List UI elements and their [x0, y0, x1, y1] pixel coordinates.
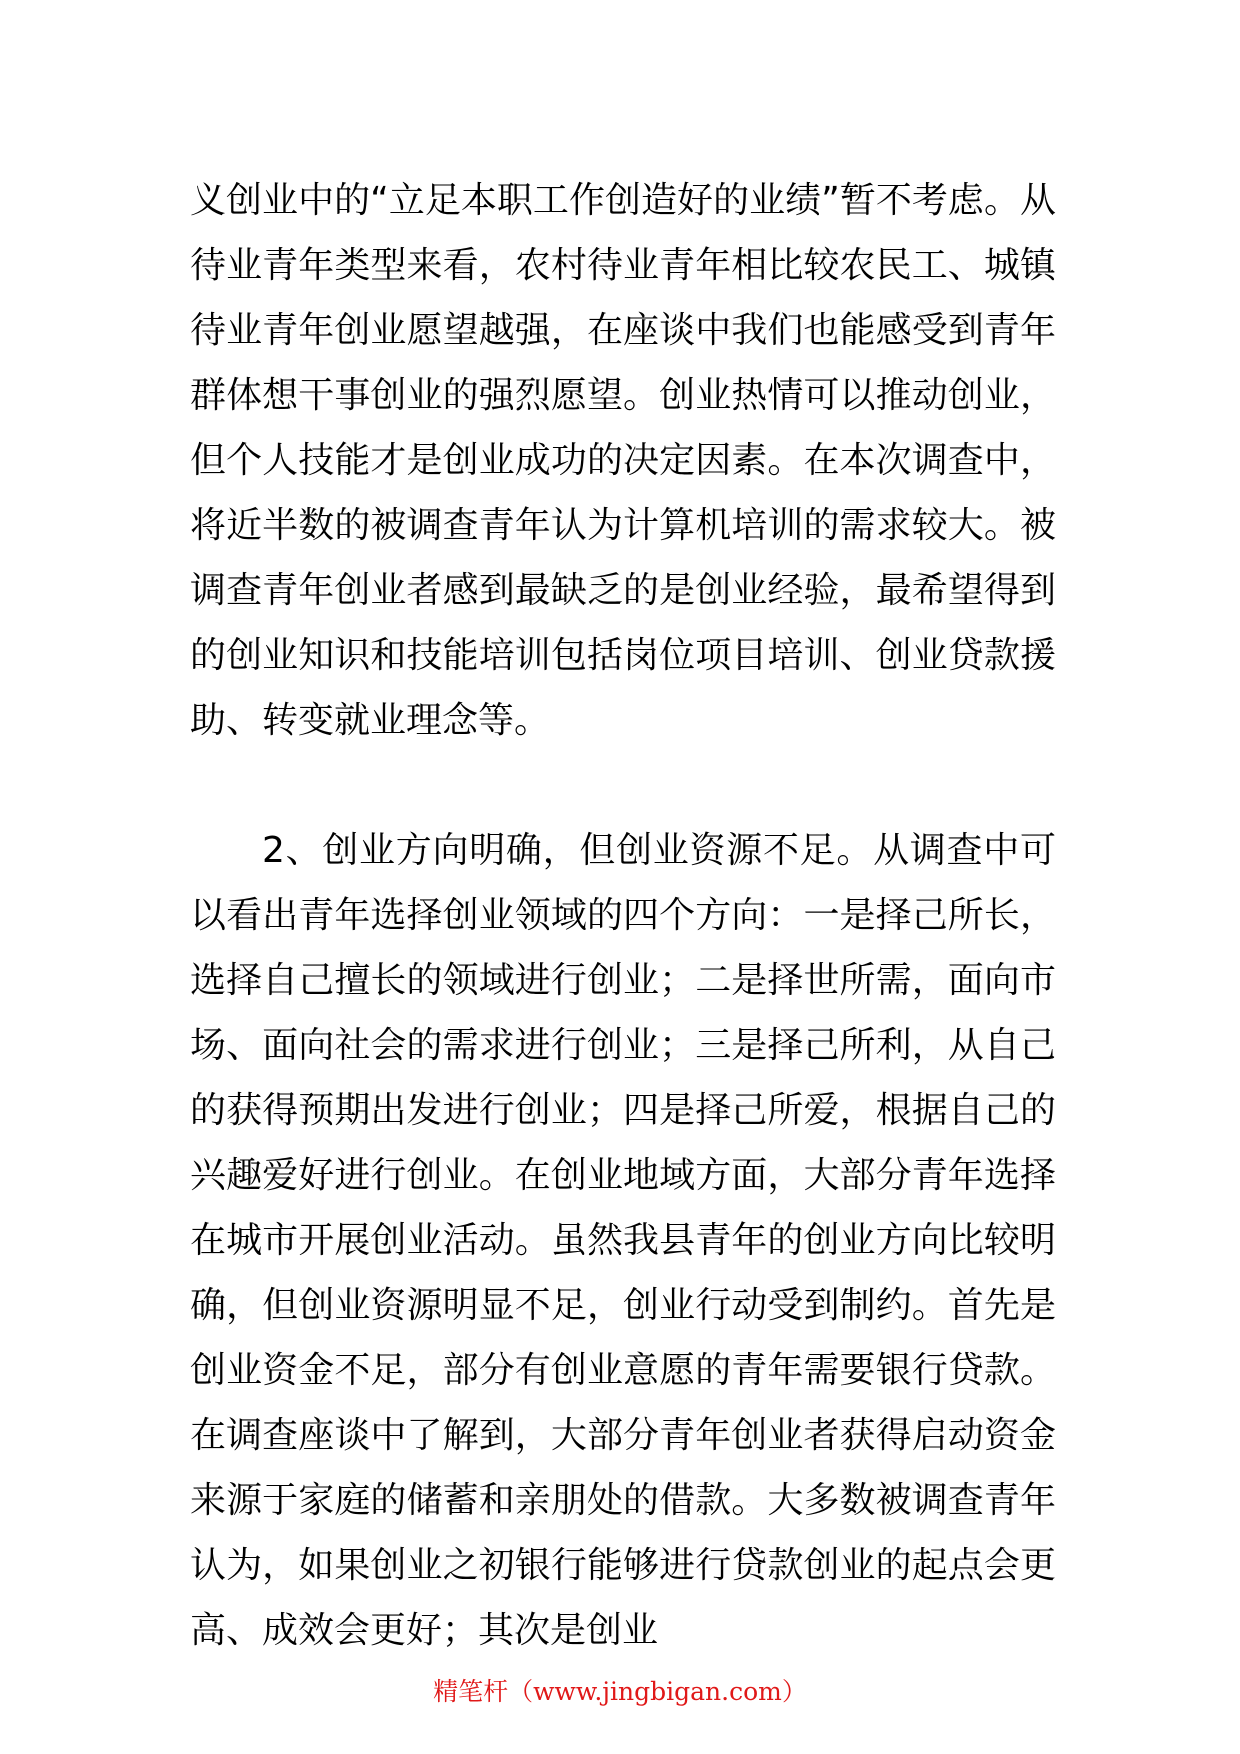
document-body	[190, 168, 1056, 1663]
paragraph-continuation: 义创业中的“立足本职工作创造好的业绩”暂不考虑。从待业青年类型来看，农村待业青年相比较农民工、城镇待业青年创业愿望越强，在座谈中我们也能感受到青年群体想干事创业的强烈愿望。创业热情可以推动创业，但个人技能才是创业成功的决定因素。在本次调查中，将近半数的被调查青年认为计算机培训的需求较大。被调查青年创业者感到最缺乏的是创业经验，最希望得到的创业知识和技能培训包括岗位项目培训、创业贷款援助、转变就业理念等。	[190, 180, 1056, 741]
paragraph-section-2: 2、创业方向明确，但创业资源不足。从调查中可以看出青年选择创业领域的四个方向：一是择己所长，选择自己擅长的领域进行创业；二是择世所需，面向市场、面向社会的需求进行创业；三是择己所利，从自己的获得预期出发进行创业；四是择己所爱，根据自己的兴趣爱好进行创业。在创业地域方面，大部分青年选择在城市开展创业活动。虽然我县青年的创业方向比较明确，但创业资源明显不足，创业行动受到制约。首先是创业资金不足，部分有创业意愿的青年需要银行贷款。在调查座谈中了解到，大部分青年创业者获得启动资金来源于家庭的储蓄和亲朋处的借款。大多数被调查青年认为，如果创业之初银行能够进行贷款创业的起点会更高、成效会更好；其次是创业	[190, 830, 1056, 1651]
paragraph-spacer	[190, 753, 1056, 818]
footer-watermark: 精笔杆（www.jingbigan.com）	[433, 1677, 807, 1706]
